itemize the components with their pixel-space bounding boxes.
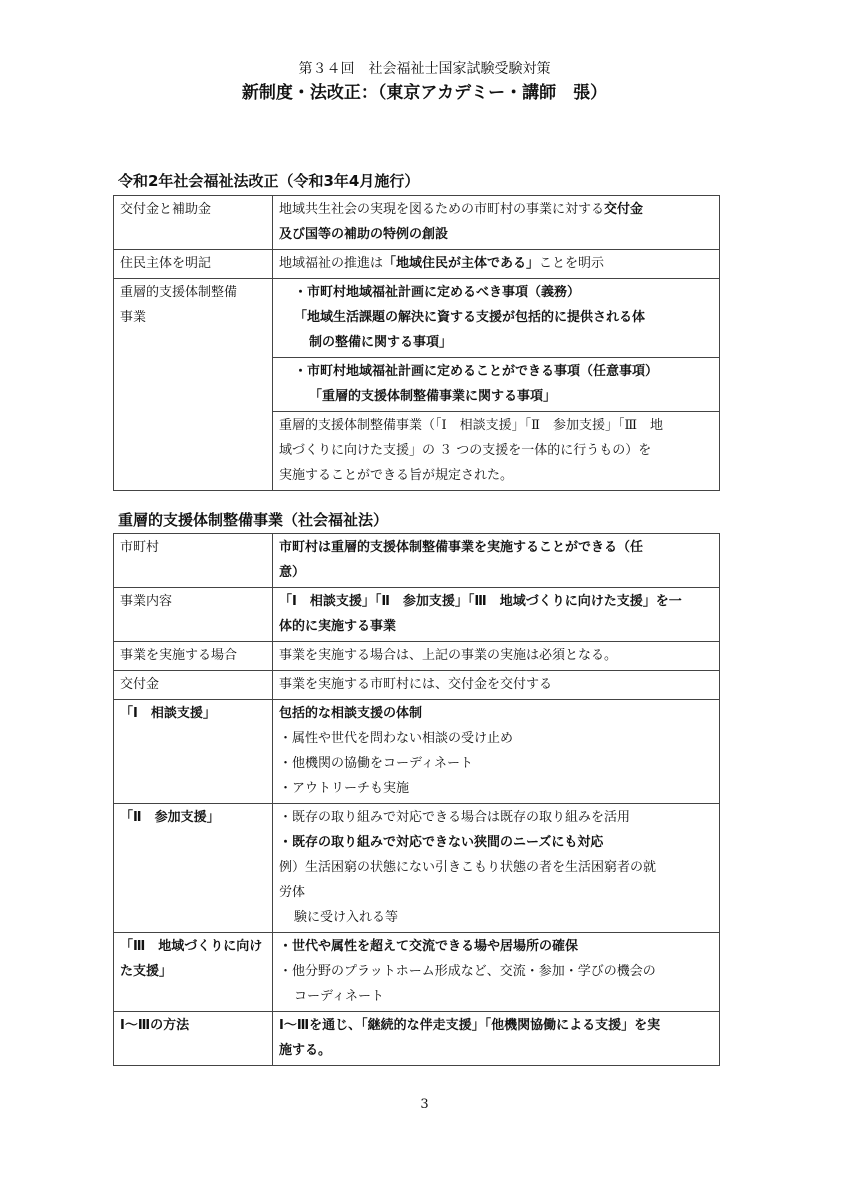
row-value — [273, 534, 720, 588]
row-value — [273, 358, 720, 412]
page-number: 3 — [420, 1097, 429, 1112]
line: 「地域生活課題の解決に資する支援が包括的に提供される体 — [294, 310, 646, 325]
line: 市町村は重層的支援体制整備事業を実施することができる（任 — [279, 540, 644, 555]
table-row — [114, 1012, 720, 1066]
line: ・既存の取り組みで対応できない狭間のニーズにも対応 — [279, 835, 604, 850]
line: 域づくりに向けた支援」の ３ つの支援を一体的に行うもの）を — [279, 443, 652, 458]
line: ・他機関の協働をコーディネート — [279, 756, 473, 771]
line: 例）生活困窮の状態にない引きこもり状態の者を生活困窮者の就 — [279, 860, 657, 875]
row-key: 事業内容 — [114, 588, 273, 642]
table-row — [114, 804, 720, 933]
row-value — [273, 671, 720, 700]
line: 体的に実施する事業 — [279, 619, 397, 634]
table-row — [114, 671, 720, 700]
line: 「Ⅰ 相談支援」「Ⅱ 参加支援」「Ⅲ 地域づくりに向けた支援」を一 — [279, 594, 682, 609]
line: 重層的支援体制整備事業（「Ⅰ 相談支援」「Ⅱ 参加支援」「Ⅲ 地 — [279, 418, 664, 433]
section1-title: 令和2年社会福祉法改正（令和3年4月施行） — [118, 172, 420, 190]
row-key: 市町村 — [114, 534, 273, 588]
line: 労体 — [279, 885, 306, 900]
row-value — [273, 412, 720, 491]
page-header — [0, 58, 849, 106]
row-key: 交付金 — [114, 671, 273, 700]
line: 包括的な相談支援の体制 — [279, 706, 423, 721]
line: 験に受け入れる等 — [294, 910, 399, 925]
line: コーディネート — [294, 989, 384, 1004]
text: 地域福祉の推進は — [279, 256, 384, 271]
table-row — [114, 250, 720, 279]
line: ・世代や属性を超えて交流できる場や居場所の確保 — [279, 939, 579, 954]
line: ・市町村地域福祉計画に定めることができる事項（任意事項） — [294, 364, 659, 379]
key-line: 「Ⅲ 地域づくりに向け — [120, 939, 263, 954]
line: ・アウトリーチも実施 — [279, 781, 410, 796]
table-row — [114, 534, 720, 588]
row-value — [273, 279, 720, 358]
row-key: 「Ⅱ 参加支援」 — [114, 804, 273, 933]
table-row — [114, 642, 720, 671]
row-value — [273, 1012, 720, 1066]
line: ・属性や世代を問わない相談の受け止め — [279, 731, 514, 746]
emphasis: 交付金 — [604, 202, 644, 217]
key-line: 事業 — [120, 310, 147, 325]
row-key: 住民主体を明記 — [114, 250, 273, 279]
line: 意） — [279, 565, 306, 580]
row-value — [273, 588, 720, 642]
row-value — [273, 196, 720, 250]
section2-title: 重層的支援体制整備事業（社会福祉法） — [118, 511, 389, 529]
key-line: た支援」 — [120, 964, 173, 979]
row-value — [273, 804, 720, 933]
row-key — [114, 933, 273, 1012]
line: 制の整備に関する事項」 — [309, 335, 453, 350]
key-line: 重層的支援体制整備 — [120, 285, 238, 300]
line: 事業を実施する市町村には、交付金を交付する — [279, 677, 553, 692]
row-value — [273, 933, 720, 1012]
support-system-table — [113, 533, 720, 1066]
table-row — [114, 196, 720, 250]
line: 施する。 — [279, 1043, 332, 1058]
line: ・市町村地域福祉計画に定めるべき事項（義務） — [294, 285, 581, 300]
row-value — [273, 642, 720, 671]
text: 地域共生社会の実現を図るための市町村の事業に対する — [279, 202, 605, 217]
header-subtitle: 第３４回 社会福祉士国家試験受験対策 — [298, 61, 551, 77]
row-key: 交付金と補助金 — [114, 196, 273, 250]
text: ことを明示 — [539, 256, 605, 271]
header-title: 新制度・法改正：（東京アカデミー・講師 張） — [241, 83, 608, 103]
row-key: 事業を実施する場合 — [114, 642, 273, 671]
emphasis: 「地域住民が主体である」 — [383, 256, 540, 271]
line: 「重層的支援体制整備事業に関する事項」 — [309, 389, 557, 404]
line: ・既存の取り組みで対応できる場合は既存の取り組みを活用 — [279, 810, 631, 825]
law-revision-table — [113, 195, 720, 491]
row-key: Ⅰ～Ⅲの方法 — [114, 1012, 273, 1066]
table-row — [114, 279, 720, 358]
row-value — [273, 250, 720, 279]
table-row — [114, 588, 720, 642]
emphasis: 及び国等の補助の特例の創設 — [279, 227, 449, 242]
line: ・他分野のプラットホーム形成など、交流・参加・学びの機会の — [279, 964, 656, 979]
row-value — [273, 700, 720, 804]
line: 実施することができる旨が規定された。 — [279, 468, 514, 483]
row-key — [114, 279, 273, 491]
table-row — [114, 933, 720, 1012]
line: 事業を実施する場合は、上記の事業の実施は必須となる。 — [279, 648, 618, 663]
row-key: 「Ⅰ 相談支援」 — [114, 700, 273, 804]
line: Ⅰ～Ⅲを通じ、「継続的な伴走支援」「他機関協働による支援」を実 — [279, 1018, 661, 1033]
table-row — [114, 700, 720, 804]
